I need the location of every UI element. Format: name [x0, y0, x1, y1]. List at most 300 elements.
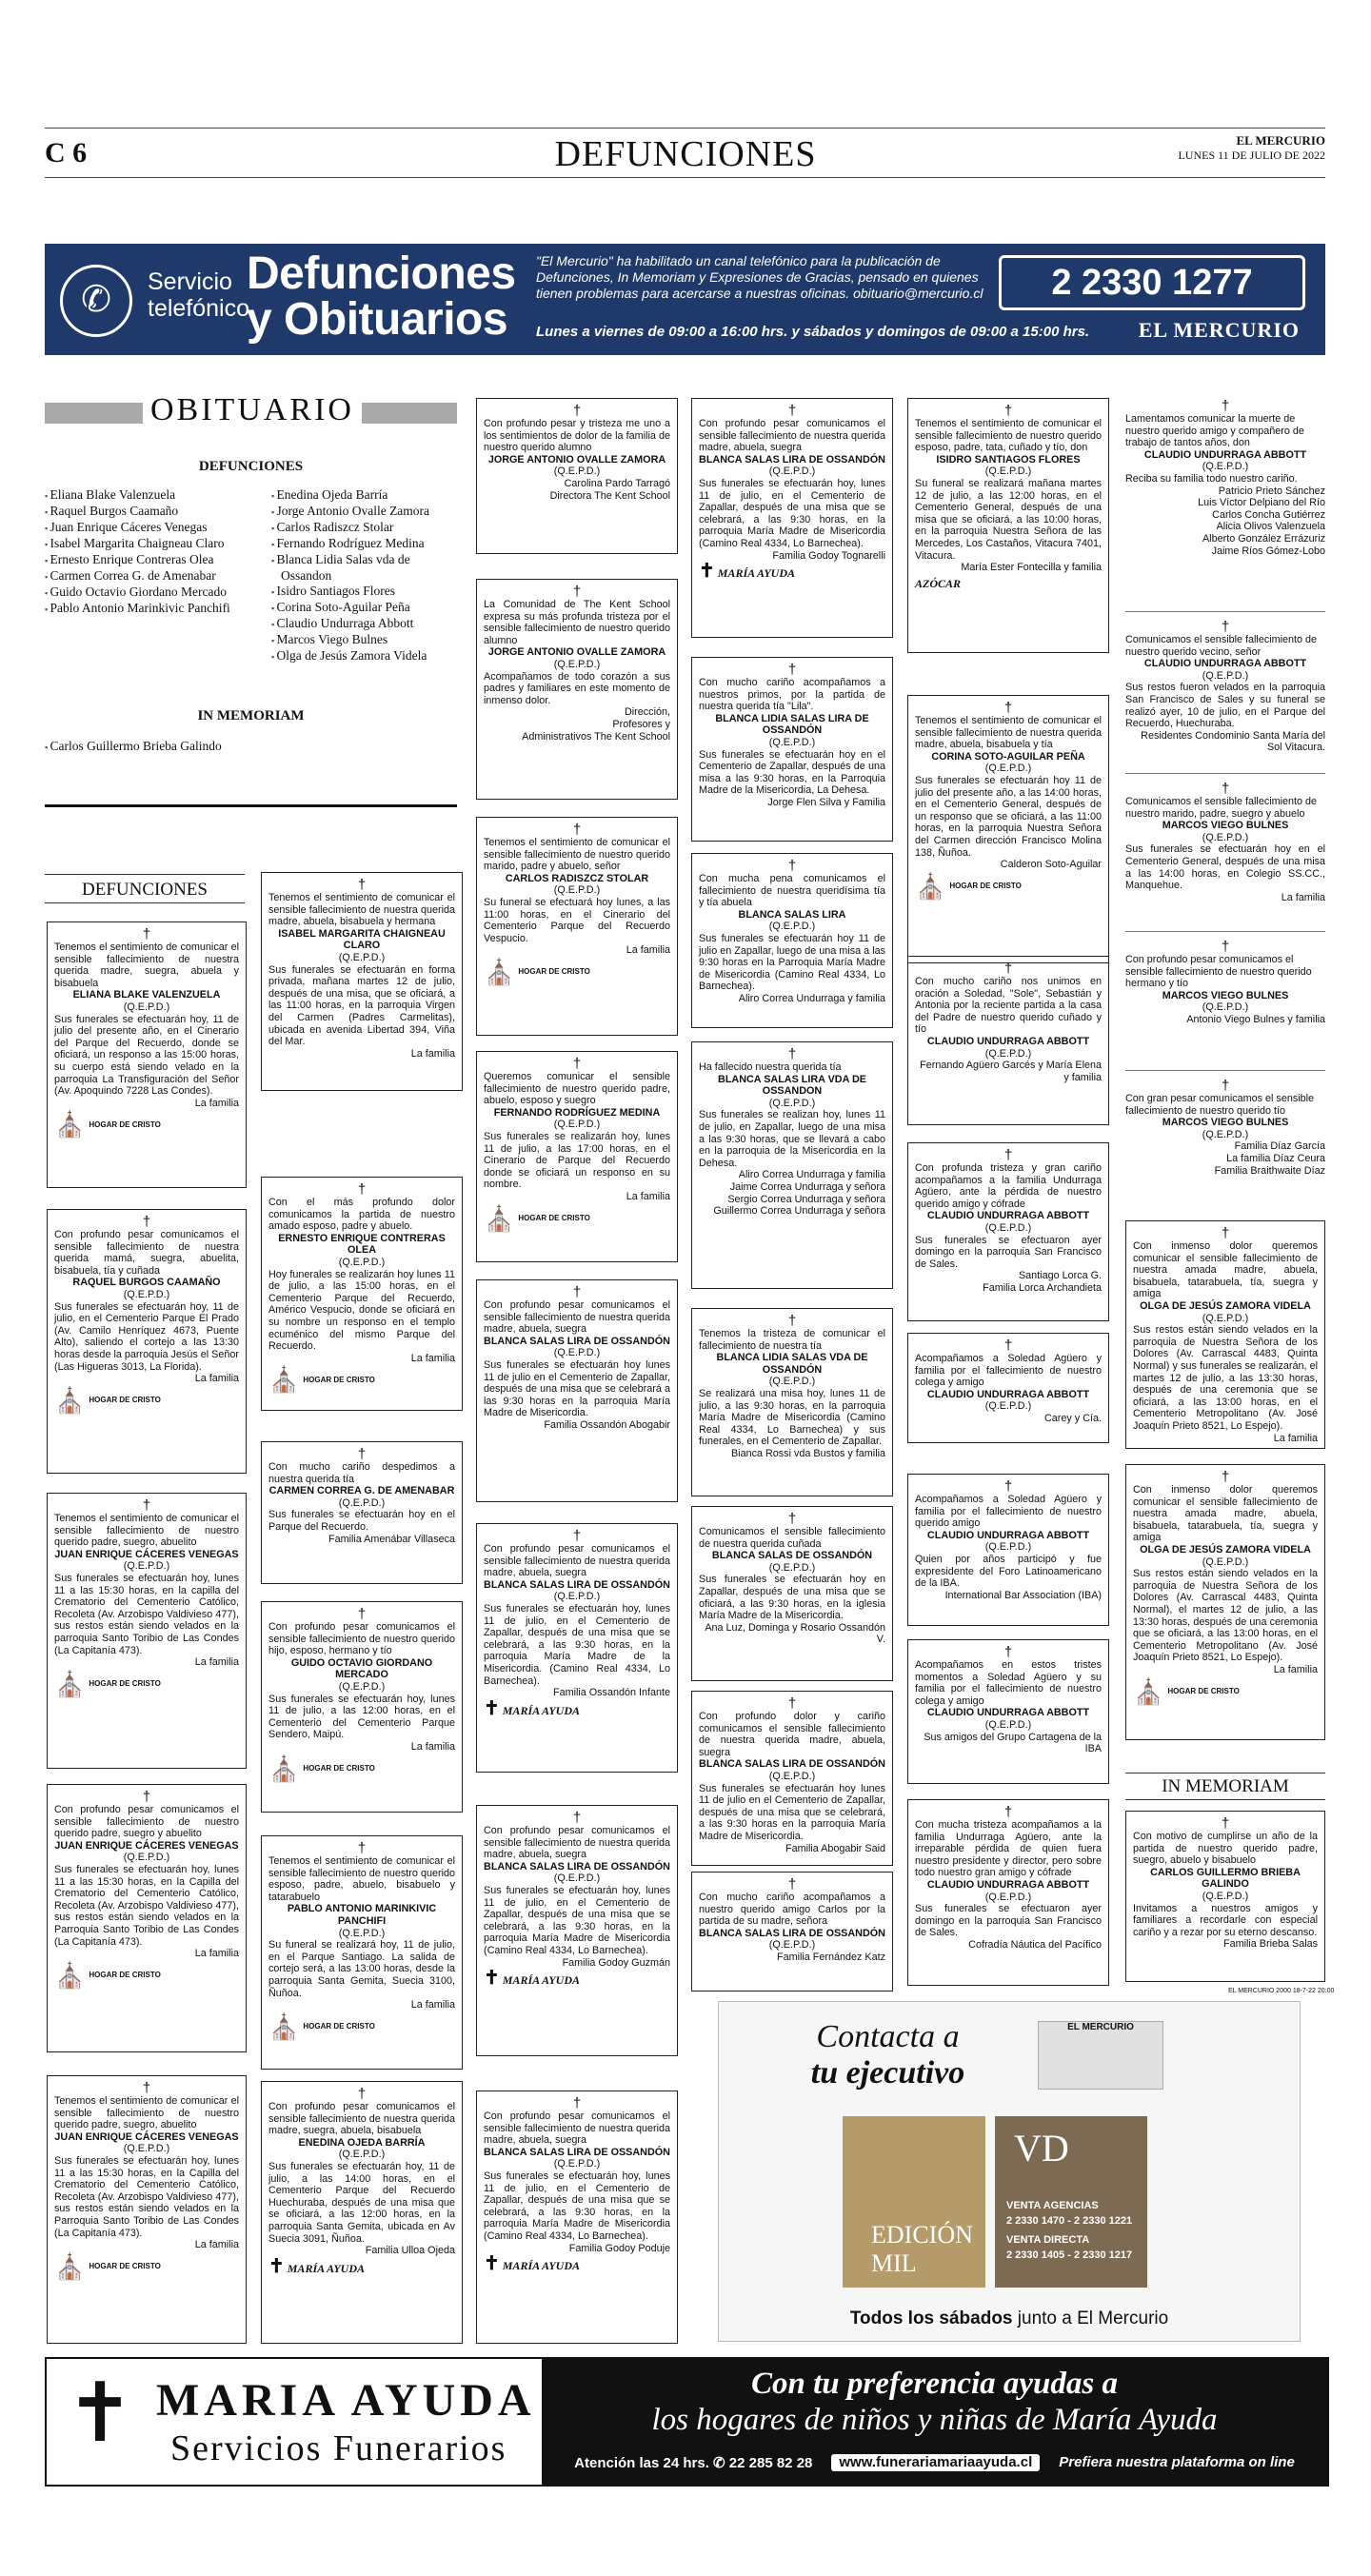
- index-entry: ▪ Raquel Burgos Caamaño: [45, 504, 264, 520]
- notice-body: Sus funerales se efectuaron ayer domingo en la parroquia San Francisco de Sales.: [915, 1234, 1102, 1270]
- cross-icon: ✝: [484, 1968, 500, 1990]
- death-notice: [907, 1333, 1109, 1443]
- qepd-label: (Q.E.P.D.): [984, 1221, 1032, 1234]
- cross-icon: †: [1221, 1225, 1230, 1241]
- notice-body: Sus restos fueron velados en la parroquia San Francisco de Sales y su funeral se realizó ayer, 10 de julio, en el Parque del Recuerdo, Huechuraba.: [1125, 682, 1325, 730]
- magazine-vd: VD VENTA AGENCIAS 2 2330 1470 - 2 2330 1221 VENTA DIRECTA 2 2330 1405 - 2 2330 1217: [995, 2116, 1147, 2288]
- banner-brand: EL MERCURIO: [1138, 318, 1300, 342]
- deceased-name: ERNESTO ENRIQUE CONTRERAS OLEA: [278, 1232, 446, 1257]
- cross-icon: †: [357, 877, 367, 893]
- hogar-de-cristo-icon: ⛪: [268, 1754, 300, 1783]
- notice-separator: [1125, 611, 1325, 612]
- death-notice: [691, 1872, 893, 1991]
- deceased-name: BLANCA SALAS LIRA: [738, 908, 846, 921]
- death-notice: [47, 921, 247, 1188]
- death-notice: [476, 817, 678, 1036]
- notice-signature: Aliro Correa Undurraga y familia Jaime Correa Undurraga y señora Sergio Correa Undurraga y señora Guillermo Correa Undurraga y señora: [713, 1169, 885, 1218]
- notice-intro: Con motivo de cumplirse un año de la partida de nuestro querido padre, suegro, abuelo y bisabuelo: [1133, 1831, 1318, 1867]
- notice-signature: Familia Fernández Katz: [776, 1951, 885, 1963]
- notice-intro: Queremos comunicar el sensible fallecimiento de nuestro querido padre, abuelo, esposo y suegro: [484, 1071, 670, 1107]
- qepd-label: (Q.E.P.D.): [768, 1770, 816, 1782]
- deceased-name: CARLOS GUILLERMO BRIEBA GALINDO: [1150, 1866, 1301, 1891]
- deceased-name: JORGE ANTONIO OVALLE ZAMORA: [487, 646, 666, 659]
- hogar-de-cristo-logo: ⛪ HOGAR DE CRISTO: [54, 2251, 161, 2281]
- notice-body: Hoy funerales se realizarán hoy lunes 11 de julio, a las 15:00 horas, en el Cementerio Parque del Recuerdo, Américo Vespucio, donde se oficiará en su nombre un responso en el templo ecuménico del mismo Parque del Recuerdo.: [268, 1268, 455, 1353]
- qepd-label: (Q.E.P.D.): [338, 1256, 386, 1268]
- notice-intro: Con profundo pesar comunicamos el sensible fallecimiento de nuestro querido padre, suegro y abuelito: [54, 1804, 239, 1840]
- ad-contact-footer: Todos los sábados junto a El Mercurio: [849, 2308, 1169, 2328]
- notice-intro: La Comunidad de The Kent School expresa su más profunda tristeza por el sensible fallecimiento de nuestro querido alumno: [484, 599, 670, 646]
- notice-body: Sus funerales se efectuarán hoy en el Cementerio de Zapallar, después de una misa a las 9:30 horas, en la Parroquia Madre de la Misericordia, La Dehesa.: [699, 748, 885, 797]
- qepd-label: (Q.E.P.D.): [984, 763, 1032, 775]
- maria-ayuda-url[interactable]: www.funerariamariaayuda.cl: [831, 2454, 1040, 2471]
- death-notice: [691, 657, 893, 842]
- deceased-name: ENEDINA OJEDA BARRÍA: [298, 2136, 426, 2149]
- notice-signature: La familia: [626, 1190, 670, 1202]
- cross-icon: ✝: [699, 561, 715, 583]
- death-notice: [476, 579, 678, 800]
- cross-icon: ✝: [484, 1697, 500, 1719]
- deceased-name: CARLOS RADISZCZ STOLAR: [505, 872, 649, 884]
- qepd-label: (Q.E.P.D.): [984, 1541, 1032, 1554]
- header-bottom-rule: [45, 177, 1325, 178]
- deceased-name: JUAN ENRIQUE CÁCERES VENEGAS: [54, 1548, 239, 1560]
- notice-signature: Jorge Flen Silva y Familia: [767, 796, 885, 808]
- deceased-name: JORGE ANTONIO OVALLE ZAMORA: [487, 453, 666, 466]
- cross-icon: †: [1003, 961, 1013, 977]
- newspaper-thumbnail: EL MERCURIO: [1038, 2021, 1163, 2090]
- notice-intro: Tenemos el sentimiento de comunicar el sensible fallecimiento de nuestro querido esposo, padre, abuelo, bisabuelo y tatarabuelo: [268, 1855, 455, 1903]
- notice-intro: Con profundo pesar comunicamos el sensible fallecimiento de nuestra querida madre, suegra, abuela, bisabuela: [268, 2101, 455, 2137]
- maria-ayuda-logo: ✝ MARÍA AYUDA: [484, 1697, 581, 1719]
- notice-signature: Residentes Condominio Santa María del Sol Vitacura.: [1141, 729, 1325, 754]
- qepd-label: (Q.E.P.D.): [338, 1680, 386, 1693]
- service-label: Servicio telefónico: [148, 268, 250, 322]
- cross-icon: †: [357, 1446, 367, 1462]
- qepd-label: (Q.E.P.D.): [1202, 1128, 1249, 1140]
- deceased-name: JUAN ENRIQUE CÁCERES VENEGAS: [54, 2130, 239, 2143]
- cross-icon: †: [142, 1214, 151, 1230]
- index-entry: ▪ Carlos Radiszcz Stolar: [271, 520, 457, 536]
- cross-icon: †: [357, 1181, 367, 1198]
- maria-ayuda-logo: ✝ MARIA AYUDA Servicios Funerarios: [66, 2368, 536, 2468]
- deceased-name: CLAUDIO UNDURRAGA ABBOTT: [926, 1529, 1090, 1541]
- qepd-label: (Q.E.P.D.): [984, 1891, 1032, 1903]
- notice-body: Sus funerales se efectuarán en forma privada, mañana martes 12 de julio, después de una misa, que se oficiará, a las 11:00 horas, en la parroquia Virgen del Carmen (Padres Carmelitas), ubicada en avenida Libertad 394, Viña del Mar.: [268, 963, 455, 1048]
- notice-intro: Ha fallecido nuestra querida tía: [699, 1061, 842, 1073]
- notice-intro: Tenemos el sentimiento de comunicar el sensible fallecimiento de nuestro querido marido, padre y abuelo, señor: [484, 837, 670, 873]
- cross-icon: †: [1003, 1147, 1013, 1163]
- index-entry: ▪ Pablo Antonio Marinkivic Panchifi: [45, 601, 264, 617]
- notice-body: Quien por años participó y fue expresidente del Foro Latinoamericano de la IBA.: [915, 1553, 1102, 1590]
- notice-signature: International Bar Association (IBA): [944, 1589, 1102, 1601]
- cross-icon: †: [1003, 1644, 1013, 1660]
- death-notice: [261, 1441, 463, 1584]
- maria-ayuda-contact: Atención las 24 hrs. ✆ 22 285 82 28 www.funerariamariaayuda.cl Prefiera nuestra plataforma on line: [574, 2454, 1295, 2471]
- cross-icon: †: [787, 1046, 797, 1062]
- notice-intro: Con inmenso dolor queremos comunicar el sensible fallecimiento de nuestra amada madre, abuela, bisabuela, tatarabuela, tía, suegra y amiga: [1133, 1484, 1318, 1544]
- banner-phone-number: 2 2330 1277: [999, 255, 1305, 310]
- qepd-label: (Q.E.P.D.): [768, 736, 816, 748]
- qepd-label: (Q.E.P.D.): [984, 1047, 1032, 1060]
- death-notice: [1125, 783, 1325, 903]
- notice-signature: Familia Amenábar Villaseca: [328, 1533, 455, 1545]
- notice-body: Su funeral se efectuará hoy lunes, a las 11:00 horas, en el Cinerario del Cementerio Parque del Recuerdo Vespucio.: [484, 896, 670, 944]
- notice-signature: Familia Ossandón Abogabir: [544, 1418, 670, 1431]
- index-inmemoriam-list: [45, 739, 264, 755]
- header-top-rule: [45, 128, 1325, 129]
- qepd-label: (Q.E.P.D.): [553, 1347, 601, 1359]
- notice-signature: Familia Brieba Salas: [1222, 1938, 1318, 1951]
- qepd-label: (Q.E.P.D.): [123, 1560, 170, 1573]
- qepd-label: (Q.E.P.D.): [553, 1873, 601, 1885]
- cross-icon: †: [142, 926, 151, 942]
- cross-icon: ✝: [268, 2255, 285, 2277]
- notice-body: Sus funerales se realizan hoy, lunes 11 de julio, en Zapallar, luego de una misa a las 9:30 horas, que se llevará a cabo en la parroquia de la Misericordia en la Dehesa.: [699, 1109, 885, 1169]
- notice-intro: Con mucho cariño despedimos a nuestra querida tía: [268, 1461, 455, 1485]
- qepd-label: (Q.E.P.D.): [1202, 461, 1249, 473]
- notice-intro: Tenemos la tristeza de comunicar el fallecimiento de nuestra tía: [699, 1328, 885, 1352]
- notice-intro: Con profundo pesar comunicamos el sensible fallecimiento de nuestra querida mamá, suegra, abuelita, bisabuela, tía y cuñada: [54, 1229, 239, 1277]
- qepd-label: (Q.E.P.D.): [338, 1496, 386, 1509]
- qepd-label: (Q.E.P.D.): [1202, 1890, 1249, 1902]
- notice-body: Sus funerales se efectuarán hoy en el Parque del Recuerdo.: [268, 1509, 455, 1533]
- notice-separator: [1125, 1070, 1325, 1071]
- notice-intro: Con profundo dolor y cariño comunicamos el sensible fallecimiento de nuestra querida madre, abuela, suegra: [699, 1711, 885, 1758]
- cross-icon: †: [787, 858, 797, 874]
- cross-icon: †: [787, 403, 797, 419]
- notice-body: Sus funerales se efectuarán hoy, 11 de julio, a las 14:00 horas, en el Cementerio Parque del Recuerdo Huechuraba, después de una misa que se oficiará, a las 12:00 horas, en la parroquia Santa Gemita, ubicada en Av Suecia 3091, Ñuñoa.: [268, 2160, 455, 2245]
- notice-separator: [1125, 773, 1325, 774]
- maria-ayuda-logo: ✝ MARÍA AYUDA: [484, 1968, 581, 1990]
- hogar-de-cristo-logo: ⛪ HOGAR DE CRISTO: [54, 1385, 161, 1415]
- section-title: DEFUNCIONES: [554, 134, 817, 174]
- notice-signature: Familia Godoy Guzmán: [562, 1956, 670, 1969]
- deceased-name: ISABEL MARGARITA CHAIGNEAU CLARO: [278, 927, 446, 952]
- notice-separator: [1125, 931, 1325, 932]
- cross-icon: ✝: [66, 2368, 135, 2459]
- cross-icon: †: [357, 1606, 367, 1622]
- notice-body: Sus funerales se efectuarán hoy, lunes 11 de julio, en el Cementerio de Zapallar, después de una misa que se celebrará, a las 9:30 horas, en la parroquia María Madre de Misericordia (Camino Real 4334, Lo Barnechea).: [699, 477, 885, 549]
- notice-intro: Tenemos el sentimiento de comunicar el sensible fallecimiento de nuestra querida madre, abuela, bisabuela y tía: [915, 715, 1102, 751]
- death-notice: [47, 1493, 247, 1769]
- qepd-label: (Q.E.P.D.): [338, 2149, 386, 2161]
- magazine-edicion-mil: EDICIÓN MIL: [843, 2116, 985, 2288]
- qepd-label: (Q.E.P.D.): [123, 2143, 170, 2155]
- notice-signature: Carey y Cía.: [1044, 1412, 1102, 1424]
- death-notice: [907, 1639, 1109, 1784]
- deceased-name: BLANCA LIDIA SALAS VDA DE OSSANDÓN: [716, 1352, 868, 1376]
- death-notice: [907, 1142, 1109, 1321]
- notice-body: Se realizará una misa hoy, lunes 11 de julio, a las 9:30 horas, en la parroquia María Madre de Misericordia (Camino Real 4334, Lo Barnechea) y sus funerales, en el Cementerio de Zapallar.: [699, 1387, 885, 1448]
- notice-signature: Antonio Viego Bulnes y familia: [1186, 1013, 1325, 1025]
- notice-intro: Tenemos el sentimiento de comunicar el sensible fallecimiento de nuestro querido padre, suegro, abuelito: [54, 2095, 239, 2131]
- issue-date: LUNES 11 DE JULIO DE 2022: [1178, 149, 1325, 162]
- qepd-label: (Q.E.P.D.): [553, 2158, 601, 2170]
- deceased-name: CLAUDIO UNDURRAGA ABBOTT: [926, 1210, 1090, 1222]
- death-notice: [691, 1506, 893, 1681]
- qepd-label: (Q.E.P.D.): [123, 1001, 170, 1013]
- deceased-name: OLGA DE JESÚS ZAMORA VIDELA: [1140, 1543, 1311, 1556]
- cross-icon: †: [787, 1313, 797, 1329]
- index-entry: ▪ Guido Octavio Giordano Mercado: [45, 585, 264, 601]
- hogar-de-cristo-icon: ⛪: [1133, 1676, 1164, 1706]
- cross-icon: †: [1003, 1804, 1013, 1820]
- index-entry: ▪ Marcos Viego Bulnes: [271, 632, 457, 648]
- contact-executive-ad: [718, 2001, 1301, 2342]
- cross-icon: †: [1003, 1338, 1013, 1354]
- banner-hours: Lunes a viernes de 09:00 a 16:00 hrs. y sábados y domingos de 09:00 a 15:00 hrs.: [536, 324, 1090, 340]
- death-notice: [476, 1051, 678, 1262]
- deceased-name: BLANCA SALAS LIRA DE OSSANDÓN: [699, 1758, 885, 1771]
- qepd-label: (Q.E.P.D.): [768, 1376, 816, 1388]
- notice-intro: Con inmenso dolor queremos comunicar el sensible fallecimiento de nuestra amada madre, abuela, bisabuela, tatarabuela, tía, suegra y amiga: [1133, 1240, 1318, 1300]
- notice-signature: María Ester Fontecilla y familia: [961, 562, 1102, 574]
- qepd-label: (Q.E.P.D.): [984, 466, 1032, 478]
- notice-signature: Fernando Agüero Garcés y María Elena y familia: [920, 1060, 1102, 1083]
- notice-body: Sus funerales se efectuarán hoy, lunes 11 a las 15:30 horas, en la Capilla del Crematorio del Cementerio Católico, Recoleta (Av. Arzobispo Valdivieso 477), sus restos están siendo velados en la Parroquia Santo Toribio de Las Condes (La Capitanía 473).: [54, 1863, 239, 1948]
- cross-icon: †: [787, 1511, 797, 1527]
- notice-intro: Con profundo pesar comunicamos el sensible fallecimiento de nuestra querida madre, abuela, suegra: [484, 2110, 670, 2147]
- deceased-name: BLANCA LIDIA SALAS LIRA DE OSSANDÓN: [715, 712, 869, 737]
- cross-icon: †: [572, 1528, 582, 1544]
- qepd-label: (Q.E.P.D.): [553, 884, 601, 897]
- hogar-de-cristo-icon: ⛪: [54, 1110, 86, 1139]
- index-defunciones-head: DEFUNCIONES: [198, 459, 304, 474]
- hogar-de-cristo-logo: ⛪ HOGAR DE CRISTO: [268, 1754, 375, 1783]
- hogar-de-cristo-icon: ⛪: [484, 1203, 515, 1233]
- ad-contact-line2: tu ejecutivo: [810, 2055, 965, 2091]
- death-notice: [476, 1279, 678, 1502]
- deceased-name: FERNANDO RODRÍGUEZ MEDINA: [493, 1106, 661, 1119]
- deceased-name: CLAUDIO UNDURRAGA ABBOTT: [1143, 658, 1307, 670]
- inmemoriam-heading: IN MEMORIAM: [1125, 1773, 1325, 1800]
- notice-signature: Familia Díaz García La familia Díaz Ceura Familia Braithwaite Díaz: [1214, 1140, 1325, 1177]
- hogar-de-cristo-icon: ⛪: [915, 871, 946, 901]
- deceased-name: BLANCA SALAS LIRA DE OSSANDÓN: [699, 453, 885, 466]
- qepd-label: (Q.E.P.D.): [123, 1288, 170, 1300]
- notice-intro: Con gran pesar comunicamos el sensible fallecimiento de nuestro querido tío: [1125, 1093, 1315, 1117]
- notice-intro: Tenemos el sentimiento de comunicar el sensible fallecimiento de nuestro querido esposo, padre, tata, cuñado y tío, don: [915, 418, 1102, 454]
- hogar-de-cristo-logo: ⛪ HOGAR DE CRISTO: [54, 1669, 161, 1698]
- maria-ayuda-slogan-panel: Con tu preferencia ayudas a los hogares de niños y niñas de María Ayuda Atención las 24 hrs. ✆ 22 285 82 28 www.funerariamariaayuda.cl Prefiera nuestra plataforma on line: [542, 2359, 1327, 2485]
- death-notice: [261, 1601, 463, 1813]
- cross-icon: †: [572, 2095, 582, 2111]
- cross-icon: †: [1003, 1478, 1013, 1495]
- notice-signature: Familia Ossandón Infante: [552, 1687, 670, 1699]
- index-entry: ▪ Fernando Rodríguez Medina: [271, 536, 457, 552]
- notice-body: Sus funerales se efectuaron ayer domingo en la parroquia San Francisco de Sales.: [915, 1903, 1102, 1939]
- notice-signature: La familia: [1273, 1432, 1318, 1444]
- cross-icon: †: [572, 1284, 582, 1300]
- maria-ayuda-logo: ✝ MARÍA AYUDA: [699, 561, 796, 583]
- index-column-2: [271, 487, 457, 664]
- deceased-name: GUIDO OCTAVIO GIORDANO MERCADO: [290, 1656, 433, 1681]
- death-notice: [907, 398, 1109, 653]
- notice-signature: Carolina Pardo Tarragó Directora The Kent School: [549, 477, 670, 502]
- obituario-title: OBITUARIO: [143, 392, 362, 428]
- notice-intro: Con mucho cariño acompañamos a nuestro querido amigo Carlos por la partida de su madre, señora: [699, 1892, 885, 1928]
- hogar-de-cristo-logo: ⛪ HOGAR DE CRISTO: [484, 1203, 590, 1233]
- notice-signature: Aliro Correa Undurraga y familia: [738, 992, 885, 1004]
- deceased-name: CLAUDIO UNDURRAGA ABBOTT: [1143, 448, 1307, 461]
- death-notice: [691, 853, 893, 1028]
- qepd-label: (Q.E.P.D.): [984, 1718, 1032, 1731]
- index-entry: ▪ Olga de Jesús Zamora Videla: [271, 648, 457, 664]
- deceased-name: ISIDRO SANTIAGOS FLORES: [936, 453, 1081, 466]
- deceased-name: BLANCA SALAS LIRA DE OSSANDÓN: [484, 1578, 670, 1591]
- notice-signature: La familia: [410, 1047, 455, 1060]
- notice-body: Su funeral se realizará mañana martes 12 de julio, a las 12:00 horas, en el Cementerio General, después de una misa que se oficiará, a las 10:00 horas, en la parroquia Nuestra Señora de las Mercedes, Los Castaños, Vitacura 7401, Vitacura.: [915, 477, 1102, 562]
- notice-body: Sus funerales se efectuarán hoy, lunes 11 a las 15:30 horas, en la capilla del Crematorio del Cementerio Católico, Recoleta (Av. Arzobispo Valdivieso 477), sus restos están siendo velados en la parroquia Santo Toribio de Las Condes (La Capitanía 473).: [54, 1572, 239, 1656]
- hogar-de-cristo-logo: ⛪ HOGAR DE CRISTO: [54, 1960, 161, 1990]
- qepd-label: (Q.E.P.D.): [553, 1119, 601, 1131]
- notice-signature: La familia: [410, 1740, 455, 1753]
- index-entry: ▪ Blanca Lidia Salas vda de Ossandon: [271, 552, 457, 584]
- notice-signature: La familia: [194, 1656, 239, 1669]
- notice-body: Invitamos a nuestros amigos y familiares a recordarle con especial cariño y a rezar por su eterno descanso.: [1133, 1902, 1318, 1938]
- deceased-name: JUAN ENRIQUE CÁCERES VENEGAS: [54, 1839, 239, 1852]
- notice-signature: La familia: [410, 1999, 455, 2011]
- hogar-de-cristo-icon: ⛪: [268, 1365, 300, 1395]
- notice-intro: Con mucha tristeza acompañamos a la familia Undurraga Agüero, ante la irreparable pérdida de quien fuera nuestro presidente y director, pero sobre todo nuestro gran amigo y cófrade: [915, 1819, 1102, 1879]
- hogar-de-cristo-icon: ⛪: [54, 1669, 86, 1698]
- maria-ayuda-ad: [45, 2357, 1329, 2487]
- notice-intro: Tenemos el sentimiento de comunicar el sensible fallecimiento de nuestra querida madre, abuela, bisabuela y hermana: [268, 892, 455, 928]
- notice-intro: Lamentamos comunicar la muerte de nuestro querido amigo y compañero de trabajo de tantos años, don: [1125, 413, 1304, 449]
- cross-icon: †: [1221, 781, 1230, 797]
- notice-body: Sus funerales se efectuarán hoy, lunes 11 de julio, en el Cementerio de Zapallar, después de una misa que se celebrará, a las 9:30 horas, en la parroquia María Madre de la Misericordia. (Camino Real 4334, Lo Barnechea).: [484, 1602, 670, 1687]
- deceased-name: MARCOS VIEGO BULNES: [1162, 820, 1289, 832]
- notice-body: Acompañamos de todo corazón a sus padres y familiares en este momento de inmenso dolor.: [484, 670, 670, 706]
- death-notice: [907, 1474, 1109, 1626]
- deceased-name: CLAUDIO UNDURRAGA ABBOTT: [926, 1707, 1090, 1719]
- qepd-label: (Q.E.P.D.): [768, 1097, 816, 1109]
- deceased-name: RAQUEL BURGOS CAAMAÑO: [72, 1277, 221, 1289]
- index-entry: ▪ Claudio Undurraga Abbott: [271, 616, 457, 632]
- death-notice: [1125, 1464, 1325, 1740]
- notice-intro: Con profundo pesar y tristeza me uno a los sentimientos de dolor de la familia de nuestro querido alumno: [484, 418, 670, 454]
- death-notice: [1125, 1080, 1325, 1177]
- deceased-name: BLANCA SALAS LIRA DE OSSANDÓN: [484, 1335, 670, 1347]
- notice-body: Sus funerales se efectuarán hoy 11 de julio del presente año, a las 14:00 horas, en el Cementerio General, después de un responso que se oficiará, a las 11:00 horas, en la parroquia Nuestra Señora del Carmen dirección Francisco Molina 138, Ñuñoa.: [915, 774, 1102, 859]
- deceased-name: CLAUDIO UNDURRAGA ABBOTT: [926, 1388, 1090, 1400]
- notice-signature: Patricio Prieto Sánchez Luis Víctor Delpiano del Río Carlos Concha Gutiérrez Alicia Olivos Valenzuela Alberto González Errázuriz Jaime Ríos Gómez-Lobo: [1198, 485, 1325, 557]
- notice-signature: Familia Abogabir Said: [785, 1842, 885, 1854]
- notice-intro: Acompañamos en estos tristes momentos a Soledad Agüero y su familia por el fallecimiento de nuestro colega y amigo: [915, 1659, 1102, 1707]
- notice-signature: La familia: [194, 1948, 239, 1960]
- notice-signature: La familia: [194, 2239, 239, 2251]
- index-entry: ▪ Juan Enrique Cáceres Venegas: [45, 520, 264, 536]
- qepd-label: (Q.E.P.D.): [984, 1400, 1032, 1413]
- notice-intro: Con profunda tristeza y gran cariño acompañamos a la familia Undurraga Agüero, ante la pérdida de nuestro querido amigo y cófrade: [915, 1162, 1102, 1210]
- masthead: [1178, 133, 1325, 163]
- deceased-name: CLAUDIO UNDURRAGA ABBOTT: [926, 1035, 1090, 1047]
- notice-signature: La familia: [194, 1373, 239, 1385]
- notice-signature: Familia Ulloa Ojeda: [365, 2245, 455, 2257]
- hogar-de-cristo-logo: ⛪ HOGAR DE CRISTO: [268, 1365, 375, 1395]
- cross-icon: †: [787, 662, 797, 678]
- index-column-1: [45, 487, 264, 617]
- qepd-label: (Q.E.P.D.): [1202, 1001, 1249, 1014]
- notice-intro: Acompañamos a Soledad Agüero y familia por el fallecimiento de nuestro querido amigo: [915, 1494, 1102, 1530]
- cross-icon: †: [572, 822, 582, 838]
- page-code: C 6: [45, 137, 88, 168]
- cross-icon: †: [572, 584, 582, 600]
- hogar-de-cristo-logo: ⛪ HOGAR DE CRISTO: [915, 871, 1022, 901]
- phone-icon: ✆: [60, 265, 132, 337]
- notice-body: Sus funerales se efectuarán hoy, lunes 11 de julio, en el Cementerio de Zapallar, después de una misa que se celebrará, a las 9:30 horas, en la parroquia María Madre de Misericordia (Camino Real 4334, Lo Barnechea).: [484, 2170, 670, 2242]
- death-notice: [476, 2091, 678, 2344]
- qepd-label: (Q.E.P.D.): [768, 466, 816, 478]
- death-notice: [907, 695, 1109, 963]
- notice-intro: Con mucho cariño acompañamos a nuestros primos, por la partida de nuestra querida tía "Lila".: [699, 677, 885, 713]
- cross-icon: †: [1221, 1469, 1230, 1485]
- notice-intro: Con profundo pesar comunicamos el sensible fallecimiento de nuestra querida madre, abuela, suegra: [699, 418, 885, 454]
- notice-signature: La familia: [410, 1352, 455, 1364]
- notice-intro: Con profundo pesar comunicamos el sensible fallecimiento de nuestra querida madre, abuela, suegra: [484, 1825, 670, 1861]
- banner-text: "El Mercurio" ha habilitado un canal telefónico para la publicación de Defunciones, In Memoriam y Expresiones de Gracias, pensado en quienes tienen problemas para acercarse a nuestras oficinas. obituario@mercurio.cl: [536, 253, 984, 301]
- death-notice: [47, 1784, 247, 2052]
- hogar-de-cristo-icon: ⛪: [54, 1960, 86, 1990]
- qepd-label: (Q.E.P.D.): [338, 951, 386, 963]
- maria-ayuda-logo: ✝ MARÍA AYUDA: [268, 2255, 366, 2277]
- notice-signature: Sus amigos del Grupo Cartagena de la IBA: [924, 1731, 1102, 1755]
- qepd-label: (Q.E.P.D.): [1202, 1556, 1249, 1568]
- notice-intro: Con el más profundo dolor comunicamos la partida de nuestro amado esposo, padre y abuelo.: [268, 1197, 455, 1233]
- cross-icon: †: [1221, 398, 1230, 414]
- qepd-label: (Q.E.P.D.): [1202, 669, 1249, 682]
- cross-icon: †: [1221, 1078, 1230, 1094]
- cross-icon: †: [357, 2086, 367, 2102]
- notice-intro: Comunicamos el sensible fallecimiento de nuestro marido, padre, suegro y abuelo: [1125, 796, 1318, 820]
- hogar-de-cristo-logo: ⛪ HOGAR DE CRISTO: [1133, 1676, 1240, 1706]
- notice-intro: Con profundo pesar comunicamos el sensible fallecimiento de nuestra querida madre, abuela, suegra: [484, 1299, 670, 1336]
- cross-icon: †: [357, 1840, 367, 1856]
- cross-icon: †: [1221, 1815, 1230, 1832]
- death-notice: [476, 398, 678, 554]
- defunciones-heading: DEFUNCIONES: [45, 874, 245, 903]
- notice-body: Sus funerales se efectuarán hoy, 11 de julio, en el Cementerio Parque El Prado (Av. Camilo Henríquez 4673, Puente Alto), saliendo el cortejo a las 13:30 horas desde la parroquia Jesús el Señor (Las Higueras 3013, La Florida).: [54, 1300, 239, 1373]
- notice-signature: Cofradía Náutica del Pacífico: [968, 1938, 1102, 1951]
- death-notice: [907, 956, 1109, 1125]
- index-entry: ▪ Corina Soto-Aguilar Peña: [271, 600, 457, 616]
- death-notice: [1125, 941, 1325, 1026]
- notice-body: Sus restos están siendo velados en la parroquia de Nuestra Señora de los Dolores (Av. Carrascal 4483, Quinta Normal) y sus funerales se realizarán, el martes 12 de julio, a las 13:30 horas, después de una ceremonia que se oficiará, a las 13:00 horas, en el Cementerio Metropolitano (Av. José Joaquín Prieto 8521, Lo Espejo).: [1133, 1324, 1318, 1432]
- notice-signature: La familia: [1281, 891, 1325, 903]
- hogar-de-cristo-logo: ⛪ HOGAR DE CRISTO: [484, 957, 590, 986]
- qepd-label: (Q.E.P.D.): [123, 1852, 170, 1864]
- index-entry: ▪ Eliana Blake Valenzuela: [45, 487, 264, 504]
- hogar-de-cristo-logo: ⛪ HOGAR DE CRISTO: [54, 1110, 161, 1139]
- cross-icon: †: [142, 1497, 151, 1514]
- death-notice: [691, 398, 893, 638]
- deceased-name: PABLO ANTONIO MARINKIVIC PANCHIFI: [287, 1903, 437, 1927]
- cross-icon: †: [142, 1789, 151, 1805]
- death-notice: [261, 2081, 463, 2344]
- deceased-name: MARCOS VIEGO BULNES: [1162, 1117, 1289, 1129]
- notice-signature: La familia: [626, 944, 670, 957]
- notice-body: Sus funerales se realizarán hoy, lunes 11 de julio, a las 17:00 horas, en el Cinerario de Parque del Recuerdo donde se oficiará un responso en su nombre.: [484, 1130, 670, 1191]
- qepd-label: (Q.E.P.D.): [553, 1591, 601, 1603]
- notice-signature: Santiago Lorca G. Familia Lorca Archandieta: [983, 1270, 1102, 1294]
- index-entry: ▪ Jorge Antonio Ovalle Zamora: [271, 504, 457, 520]
- index-entry: ▪ Isidro Santiagos Flores: [271, 584, 457, 600]
- hogar-de-cristo-logo: ⛪ HOGAR DE CRISTO: [268, 2011, 375, 2041]
- index-entry: ▪ Ernesto Enrique Contreras Olea: [45, 552, 264, 568]
- notice-intro: Con mucha pena comunicamos el fallecimiento de nuestra queridísima tía y tía abuela: [699, 873, 885, 909]
- index-inmemoriam-head: IN MEMORIAM: [197, 708, 305, 723]
